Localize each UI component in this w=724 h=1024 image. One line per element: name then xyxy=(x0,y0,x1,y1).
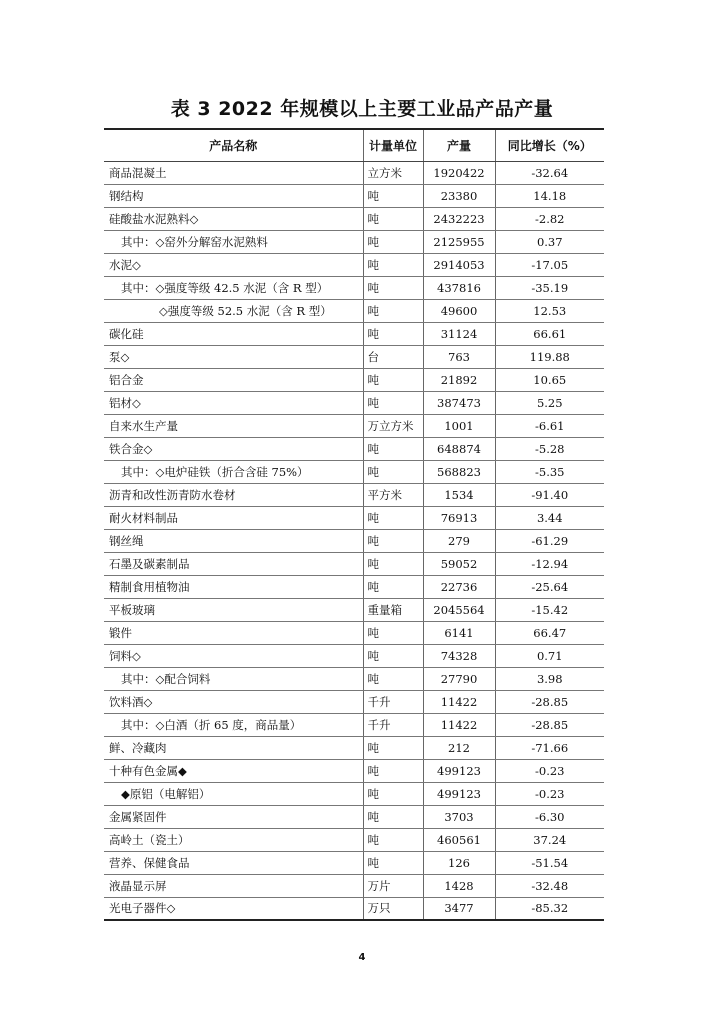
table-row xyxy=(104,644,604,667)
growth-cell: -61.29 xyxy=(495,529,604,552)
product-name-cell: 自来水生产量 xyxy=(104,414,363,437)
table-row xyxy=(104,230,604,253)
unit-cell: 吨 xyxy=(363,391,423,414)
product-name-cell: 商品混凝土 xyxy=(104,161,363,184)
unit-cell: 吨 xyxy=(363,368,423,391)
unit-cell: 吨 xyxy=(363,276,423,299)
table-row xyxy=(104,437,604,460)
product-name-cell: 石墨及碳素制品 xyxy=(104,552,363,575)
unit-cell: 立方米 xyxy=(363,161,423,184)
growth-cell: 12.53 xyxy=(495,299,604,322)
growth-cell: 37.24 xyxy=(495,828,604,851)
output-cell: 3477 xyxy=(423,897,495,920)
growth-cell: -0.23 xyxy=(495,782,604,805)
table-row xyxy=(104,759,604,782)
output-cell: 6141 xyxy=(423,621,495,644)
header-output: 产量 xyxy=(423,129,495,161)
growth-cell: -6.30 xyxy=(495,805,604,828)
growth-cell: -32.48 xyxy=(495,874,604,897)
unit-cell: 千升 xyxy=(363,713,423,736)
output-cell: 2914053 xyxy=(423,253,495,276)
output-cell: 437816 xyxy=(423,276,495,299)
output-cell: 49600 xyxy=(423,299,495,322)
growth-cell: -51.54 xyxy=(495,851,604,874)
table-row xyxy=(104,414,604,437)
table-row xyxy=(104,322,604,345)
unit-cell: 吨 xyxy=(363,299,423,322)
output-cell: 31124 xyxy=(423,322,495,345)
output-cell: 1920422 xyxy=(423,161,495,184)
product-name-cell: 高岭土（瓷土） xyxy=(104,828,363,851)
product-name-cell: ◇强度等级 52.5 水泥（含 R 型） xyxy=(104,299,363,322)
growth-cell: 66.61 xyxy=(495,322,604,345)
output-cell: 212 xyxy=(423,736,495,759)
table-row xyxy=(104,345,604,368)
unit-cell: 吨 xyxy=(363,506,423,529)
output-cell: 1001 xyxy=(423,414,495,437)
table-header xyxy=(104,129,604,161)
output-cell: 648874 xyxy=(423,437,495,460)
unit-cell: 万只 xyxy=(363,897,423,920)
table-row xyxy=(104,529,604,552)
output-cell: 27790 xyxy=(423,667,495,690)
product-name-cell: 钢结构 xyxy=(104,184,363,207)
output-cell: 1428 xyxy=(423,874,495,897)
output-cell: 460561 xyxy=(423,828,495,851)
table-row xyxy=(104,506,604,529)
growth-cell: -12.94 xyxy=(495,552,604,575)
table-row xyxy=(104,391,604,414)
table-row xyxy=(104,598,604,621)
product-name-cell: 铁合金◇ xyxy=(104,437,363,460)
output-cell: 11422 xyxy=(423,713,495,736)
product-name-cell: 铝材◇ xyxy=(104,391,363,414)
unit-cell: 重量箱 xyxy=(363,598,423,621)
table-row xyxy=(104,368,604,391)
product-name-cell: 沥青和改性沥青防水卷材 xyxy=(104,483,363,506)
output-cell: 387473 xyxy=(423,391,495,414)
unit-cell: 吨 xyxy=(363,207,423,230)
output-cell: 279 xyxy=(423,529,495,552)
table-row xyxy=(104,552,604,575)
table-body xyxy=(104,161,604,920)
growth-cell: 14.18 xyxy=(495,184,604,207)
output-cell: 11422 xyxy=(423,690,495,713)
growth-cell: -28.85 xyxy=(495,690,604,713)
unit-cell: 吨 xyxy=(363,230,423,253)
unit-cell: 吨 xyxy=(363,184,423,207)
growth-cell: 66.47 xyxy=(495,621,604,644)
unit-cell: 千升 xyxy=(363,690,423,713)
growth-cell: 10.65 xyxy=(495,368,604,391)
growth-cell: 3.44 xyxy=(495,506,604,529)
table-row xyxy=(104,184,604,207)
unit-cell: 吨 xyxy=(363,828,423,851)
table-row xyxy=(104,736,604,759)
product-name-cell: 耐火材料制品 xyxy=(104,506,363,529)
table-row xyxy=(104,161,604,184)
output-cell: 499123 xyxy=(423,759,495,782)
unit-cell: 吨 xyxy=(363,759,423,782)
growth-cell: -17.05 xyxy=(495,253,604,276)
unit-cell: 吨 xyxy=(363,460,423,483)
output-cell: 2045564 xyxy=(423,598,495,621)
table-row xyxy=(104,690,604,713)
table-row xyxy=(104,851,604,874)
product-output-table xyxy=(104,128,604,921)
header-growth: 同比增长（%） xyxy=(495,129,604,161)
product-name-cell: 锻件 xyxy=(104,621,363,644)
growth-cell: -25.64 xyxy=(495,575,604,598)
growth-cell: -85.32 xyxy=(495,897,604,920)
unit-cell: 吨 xyxy=(363,253,423,276)
growth-cell: 0.71 xyxy=(495,644,604,667)
table-row xyxy=(104,805,604,828)
table-row xyxy=(104,828,604,851)
header-product-name: 产品名称 xyxy=(104,129,363,161)
product-name-cell: 钢丝绳 xyxy=(104,529,363,552)
unit-cell: 平方米 xyxy=(363,483,423,506)
table-row xyxy=(104,299,604,322)
table-row xyxy=(104,874,604,897)
product-name-cell: 平板玻璃 xyxy=(104,598,363,621)
product-name-cell: 硅酸盐水泥熟料◇ xyxy=(104,207,363,230)
header-unit: 计量单位 xyxy=(363,129,423,161)
table-row xyxy=(104,713,604,736)
unit-cell: 万立方米 xyxy=(363,414,423,437)
unit-cell: 吨 xyxy=(363,851,423,874)
growth-cell: -91.40 xyxy=(495,483,604,506)
table-row xyxy=(104,276,604,299)
table-row xyxy=(104,575,604,598)
unit-cell: 万片 xyxy=(363,874,423,897)
unit-cell: 吨 xyxy=(363,667,423,690)
product-name-cell: 金属紧固件 xyxy=(104,805,363,828)
product-name-cell: 饲料◇ xyxy=(104,644,363,667)
output-cell: 2432223 xyxy=(423,207,495,230)
product-name-cell: 其中：◇配合饲料 xyxy=(104,667,363,690)
product-name-cell: 水泥◇ xyxy=(104,253,363,276)
product-name-cell: 其中：◇窑外分解窑水泥熟料 xyxy=(104,230,363,253)
output-cell: 126 xyxy=(423,851,495,874)
growth-cell: 5.25 xyxy=(495,391,604,414)
output-cell: 568823 xyxy=(423,460,495,483)
growth-cell: 3.98 xyxy=(495,667,604,690)
product-output-table-container xyxy=(104,128,604,921)
table-row xyxy=(104,483,604,506)
product-name-cell: 鲜、冷藏肉 xyxy=(104,736,363,759)
output-cell: 74328 xyxy=(423,644,495,667)
output-cell: 59052 xyxy=(423,552,495,575)
output-cell: 2125955 xyxy=(423,230,495,253)
table-title: 表 3 2022 年规模以上主要工业品产品产量 xyxy=(170,98,554,120)
unit-cell: 吨 xyxy=(363,621,423,644)
header-row xyxy=(104,129,604,161)
product-name-cell: 营养、保健食品 xyxy=(104,851,363,874)
growth-cell: -71.66 xyxy=(495,736,604,759)
unit-cell: 吨 xyxy=(363,805,423,828)
output-cell: 23380 xyxy=(423,184,495,207)
table-row xyxy=(104,253,604,276)
output-cell: 3703 xyxy=(423,805,495,828)
product-name-cell: 其中：◇电炉硅铁（折合含硅 75%） xyxy=(104,460,363,483)
product-name-cell: 液晶显示屏 xyxy=(104,874,363,897)
output-cell: 22736 xyxy=(423,575,495,598)
unit-cell: 吨 xyxy=(363,437,423,460)
product-name-cell: ◆原铝（电解铝） xyxy=(104,782,363,805)
table-row xyxy=(104,897,604,920)
growth-cell: -32.64 xyxy=(495,161,604,184)
unit-cell: 吨 xyxy=(363,644,423,667)
growth-cell: -35.19 xyxy=(495,276,604,299)
product-name-cell: 其中：◇白酒（折 65 度，商品量） xyxy=(104,713,363,736)
unit-cell: 吨 xyxy=(363,552,423,575)
unit-cell: 吨 xyxy=(363,529,423,552)
growth-cell: -5.28 xyxy=(495,437,604,460)
growth-cell: -5.35 xyxy=(495,460,604,483)
growth-cell: -2.82 xyxy=(495,207,604,230)
product-name-cell: 碳化硅 xyxy=(104,322,363,345)
product-name-cell: 饮料酒◇ xyxy=(104,690,363,713)
table-row xyxy=(104,207,604,230)
product-name-cell: 泵◇ xyxy=(104,345,363,368)
unit-cell: 吨 xyxy=(363,782,423,805)
output-cell: 76913 xyxy=(423,506,495,529)
page-number: 4 xyxy=(358,952,366,963)
product-name-cell: 其中：◇强度等级 42.5 水泥（含 R 型） xyxy=(104,276,363,299)
growth-cell: -6.61 xyxy=(495,414,604,437)
product-name-cell: 光电子器件◇ xyxy=(104,897,363,920)
output-cell: 21892 xyxy=(423,368,495,391)
table-row xyxy=(104,667,604,690)
unit-cell: 台 xyxy=(363,345,423,368)
unit-cell: 吨 xyxy=(363,575,423,598)
unit-cell: 吨 xyxy=(363,322,423,345)
growth-cell: -28.85 xyxy=(495,713,604,736)
output-cell: 499123 xyxy=(423,782,495,805)
product-name-cell: 十种有色金属◆ xyxy=(104,759,363,782)
growth-cell: 119.88 xyxy=(495,345,604,368)
output-cell: 1534 xyxy=(423,483,495,506)
table-row xyxy=(104,782,604,805)
output-cell: 763 xyxy=(423,345,495,368)
growth-cell: -15.42 xyxy=(495,598,604,621)
table-row xyxy=(104,621,604,644)
table-row xyxy=(104,460,604,483)
product-name-cell: 精制食用植物油 xyxy=(104,575,363,598)
growth-cell: -0.23 xyxy=(495,759,604,782)
unit-cell: 吨 xyxy=(363,736,423,759)
growth-cell: 0.37 xyxy=(495,230,604,253)
product-name-cell: 铝合金 xyxy=(104,368,363,391)
